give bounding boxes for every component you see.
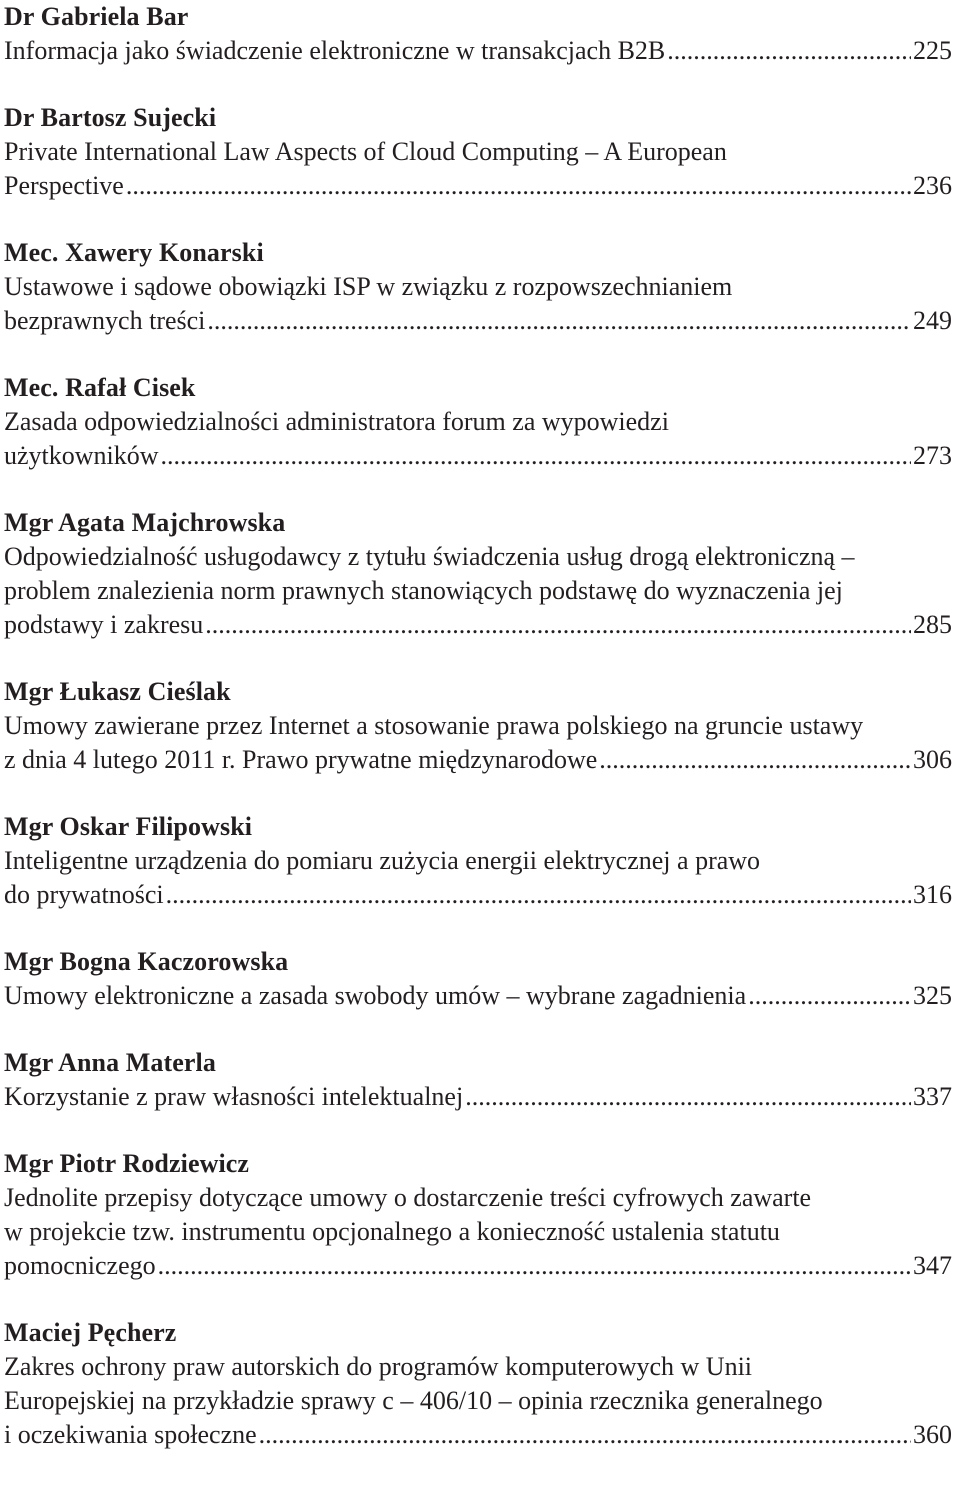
dot-leader — [748, 979, 911, 1013]
entry-title-text: podstawy i zakresu — [4, 610, 204, 639]
page-number: 337 — [913, 1082, 952, 1111]
entry-title-text: Umowy elektroniczne a zasada swobody umów – wybrane zagadnienia — [4, 981, 747, 1010]
dot-leader — [205, 608, 911, 642]
entry-author: Mgr Anna Materla — [4, 1048, 216, 1077]
page-number: 249 — [913, 306, 952, 335]
page-number: 236 — [913, 171, 952, 200]
entry-title-text: i oczekiwania społeczne — [4, 1420, 257, 1449]
entry-title-last-line — [4, 34, 952, 68]
dot-leader — [667, 34, 911, 68]
page-number: 325 — [913, 981, 952, 1010]
toc-entry — [4, 945, 952, 1013]
dot-leader — [465, 1080, 911, 1114]
dot-leader — [126, 169, 911, 203]
page-number: 285 — [913, 610, 952, 639]
entry-title-text: z dnia 4 lutego 2011 r. Prawo prywatne międzynarodowe — [4, 745, 598, 774]
dot-leader — [166, 878, 911, 912]
page-number: 316 — [913, 880, 952, 909]
page-number: 306 — [913, 745, 952, 774]
entry-title-line: Private International Law Aspects of Cloud Computing – A European — [4, 137, 727, 166]
toc-entry — [4, 675, 952, 777]
entry-title-text: użytkowników — [4, 441, 159, 470]
entry-title-last-line — [4, 878, 952, 912]
entry-author: Mgr Łukasz Cieślak — [4, 677, 231, 706]
toc-entry — [4, 1147, 952, 1283]
page-number: 225 — [913, 36, 952, 65]
entry-title-text: Korzystanie z praw własności intelektualnej — [4, 1082, 464, 1111]
entry-title-last-line — [4, 1080, 952, 1114]
entry-title-last-line — [4, 304, 952, 338]
toc-entry — [4, 810, 952, 912]
entry-title-last-line — [4, 608, 952, 642]
dot-leader — [259, 1418, 911, 1452]
entry-title-last-line — [4, 1249, 952, 1283]
page-number: 347 — [913, 1251, 952, 1280]
entry-title-line: w projekcie tzw. instrumentu opcjonalnego a konieczność ustalenia statutu — [4, 1217, 780, 1246]
dot-leader — [599, 743, 911, 777]
dot-leader — [161, 439, 911, 473]
entry-author: Mgr Piotr Rodziewicz — [4, 1149, 250, 1178]
entry-title-line: Ustawowe i sądowe obowiązki ISP w związku z rozpowszechnianiem — [4, 272, 733, 301]
entry-title-last-line — [4, 169, 952, 203]
toc-entry — [4, 101, 952, 203]
entry-title-line: Odpowiedzialność usługodawcy z tytułu świadczenia usług drogą elektroniczną – — [4, 542, 855, 571]
entry-author: Dr Bartosz Sujecki — [4, 103, 217, 132]
dot-leader — [207, 304, 911, 338]
toc-entry — [4, 1046, 952, 1114]
entry-title-text: pomocniczego — [4, 1251, 156, 1280]
table-of-contents — [4, 0, 952, 1485]
toc-entry — [4, 236, 952, 338]
entry-title-line: problem znalezienia norm prawnych stanowiących podstawę do wyznaczenia jej — [4, 576, 843, 605]
entry-title-text: Informacja jako świadczenie elektroniczne w transakcjach B2B — [4, 36, 666, 65]
toc-entry — [4, 506, 952, 642]
entry-author: Mgr Agata Majchrowska — [4, 508, 286, 537]
entry-author: Dr Gabriela Bar — [4, 2, 189, 31]
entry-title-last-line — [4, 439, 952, 473]
entry-title-text: bezprawnych treści — [4, 306, 206, 335]
entry-title-text: Perspective — [4, 171, 124, 200]
entry-title-last-line — [4, 1418, 952, 1452]
entry-author: Maciej Pęcherz — [4, 1318, 177, 1347]
entry-title-last-line — [4, 979, 952, 1013]
entry-title-line: Inteligentne urządzenia do pomiaru zużycia energii elektrycznej a prawo — [4, 846, 761, 875]
entry-author: Mgr Bogna Kaczorowska — [4, 947, 289, 976]
toc-entry — [4, 371, 952, 473]
page-number: 273 — [913, 441, 952, 470]
page-number: 360 — [913, 1420, 952, 1449]
toc-entry — [4, 0, 952, 68]
entry-title-line: Umowy zawierane przez Internet a stosowanie prawa polskiego na gruncie ustawy — [4, 711, 864, 740]
entry-title-line: Jednolite przepisy dotyczące umowy o dostarczenie treści cyfrowych zawarte — [4, 1183, 812, 1212]
entry-title-line: Zasada odpowiedzialności administratora forum za wypowiedzi — [4, 407, 669, 436]
entry-title-last-line — [4, 743, 952, 777]
toc-entry — [4, 1316, 952, 1452]
entry-title-line: Zakres ochrony praw autorskich do programów komputerowych w Unii — [4, 1352, 753, 1381]
entry-author: Mec. Rafał Cisek — [4, 373, 196, 402]
entry-title-line: Europejskiej na przykładzie sprawy c – 406/10 – opinia rzecznika generalnego — [4, 1386, 823, 1415]
dot-leader — [158, 1249, 911, 1283]
entry-title-text: do prywatności — [4, 880, 164, 909]
entry-author: Mec. Xawery Konarski — [4, 238, 264, 267]
entry-author: Mgr Oskar Filipowski — [4, 812, 253, 841]
